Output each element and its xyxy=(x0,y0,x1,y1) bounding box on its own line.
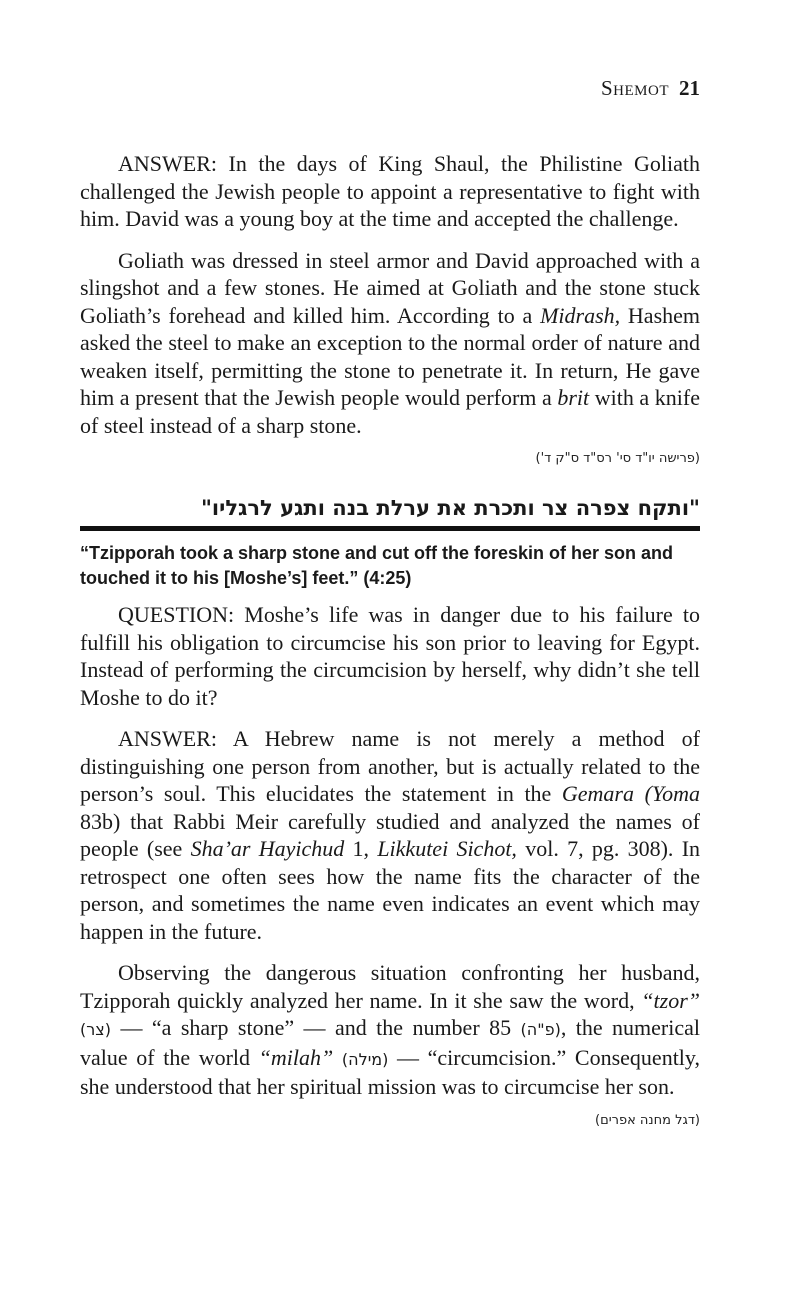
page-number: 21 xyxy=(679,76,700,100)
source-citation-degel: (דגל מחנה אפרים) xyxy=(595,1112,700,1128)
hebrew-verse-heading: "ותקח צפרה צר ותכרת את ערלת בנה ותגע לרגליו" xyxy=(200,496,700,520)
tzor-term: “tzor” xyxy=(641,987,700,1013)
text-span: ANSWER: A Hebrew name is not merely a method of distinguishing one person from another, but is actually related to the person’s soul. This elucidates the statement in the xyxy=(80,726,700,806)
tzor-hebrew: (צר) xyxy=(80,1020,112,1039)
text-span: vol. 7, pg. 308). In retrospect one often sees how the name fits the character of the person, and sometimes the name even indicates an event which may happen in the future. xyxy=(80,836,701,944)
text-span xyxy=(634,781,645,806)
goliath-steel-paragraph xyxy=(80,247,700,440)
gemara-term: Gemara xyxy=(561,781,634,806)
text-span: Observing the dangerous situation confronting her husband, Tzipporah quickly analyzed her name. In it she saw the word, xyxy=(80,960,700,1013)
text-span: , the numerical value of the world xyxy=(80,1015,700,1070)
text-span: — “a sharp stone” — and the number 85 xyxy=(111,1015,521,1040)
likkutei-sichot-term: Likkutei Sichot, xyxy=(377,836,517,861)
page-content xyxy=(80,150,700,1128)
yoma-term: (Yoma xyxy=(644,781,701,806)
text-span: Hashem asked the steel to make an exception to the normal order of nature and weaken itself, permitting the stone to penetrate it. In return, He gave him a present that the Jewish people would perform a xyxy=(80,302,701,410)
text-span: — “circumcision.” Consequently, she understood that her spiritual mission was to circumcise her son. xyxy=(80,1044,700,1099)
answer-hebrew-name-paragraph xyxy=(80,725,700,945)
peh-hebrew: (פ"ה) xyxy=(520,1020,561,1039)
milah-hebrew: (מילה) xyxy=(341,1049,389,1069)
answer-goliath-paragraph: ANSWER: In the days of King Shaul, the Philistine Goliath challenged the Jewish people to appoint a representative to fight with him. David was a young boy at the time and accepted the challenge. xyxy=(80,151,700,231)
observing-paragraph xyxy=(80,959,700,1101)
running-header-title: Shemot xyxy=(600,76,669,100)
question-paragraph: QUESTION: Moshe’s life was in danger due to his failure to fulfill his obligation to circumcise his son prior to leaving for Egypt. Instead of performing the circumcision by herself, why didn’t she tell Moshe to do it? xyxy=(80,602,700,710)
milah-term: “milah” xyxy=(258,1044,334,1070)
shaar-hayichud-term: Sha’ar Hayichud xyxy=(190,836,345,861)
brit-term: brit xyxy=(557,385,590,410)
heading-divider xyxy=(80,526,700,531)
text-span: with a knife of steel instead of a sharp stone. xyxy=(80,385,700,438)
text-span: 1, xyxy=(344,836,378,861)
english-verse-heading: “Tzipporah took a sharp stone and cut off the foreskin of her son and touched it to his [Moshe’s] feet.” (4:25) xyxy=(80,543,674,588)
source-citation-perisha: (פרישה יו"ד סי' רס"ד ס"ק ד') xyxy=(535,451,700,466)
running-header xyxy=(601,76,700,101)
midrash-term: Midrash, xyxy=(540,302,621,328)
text-span: 83b) that Rabbi Meir carefully studied and analyzed the names of people (see xyxy=(80,808,700,861)
text-span: Goliath was dressed in steel armor and David approached with a slingshot and a few stones. He aimed at Goliath and the stone stuck Goliath’s forehead and killed him. According to a xyxy=(80,247,700,328)
